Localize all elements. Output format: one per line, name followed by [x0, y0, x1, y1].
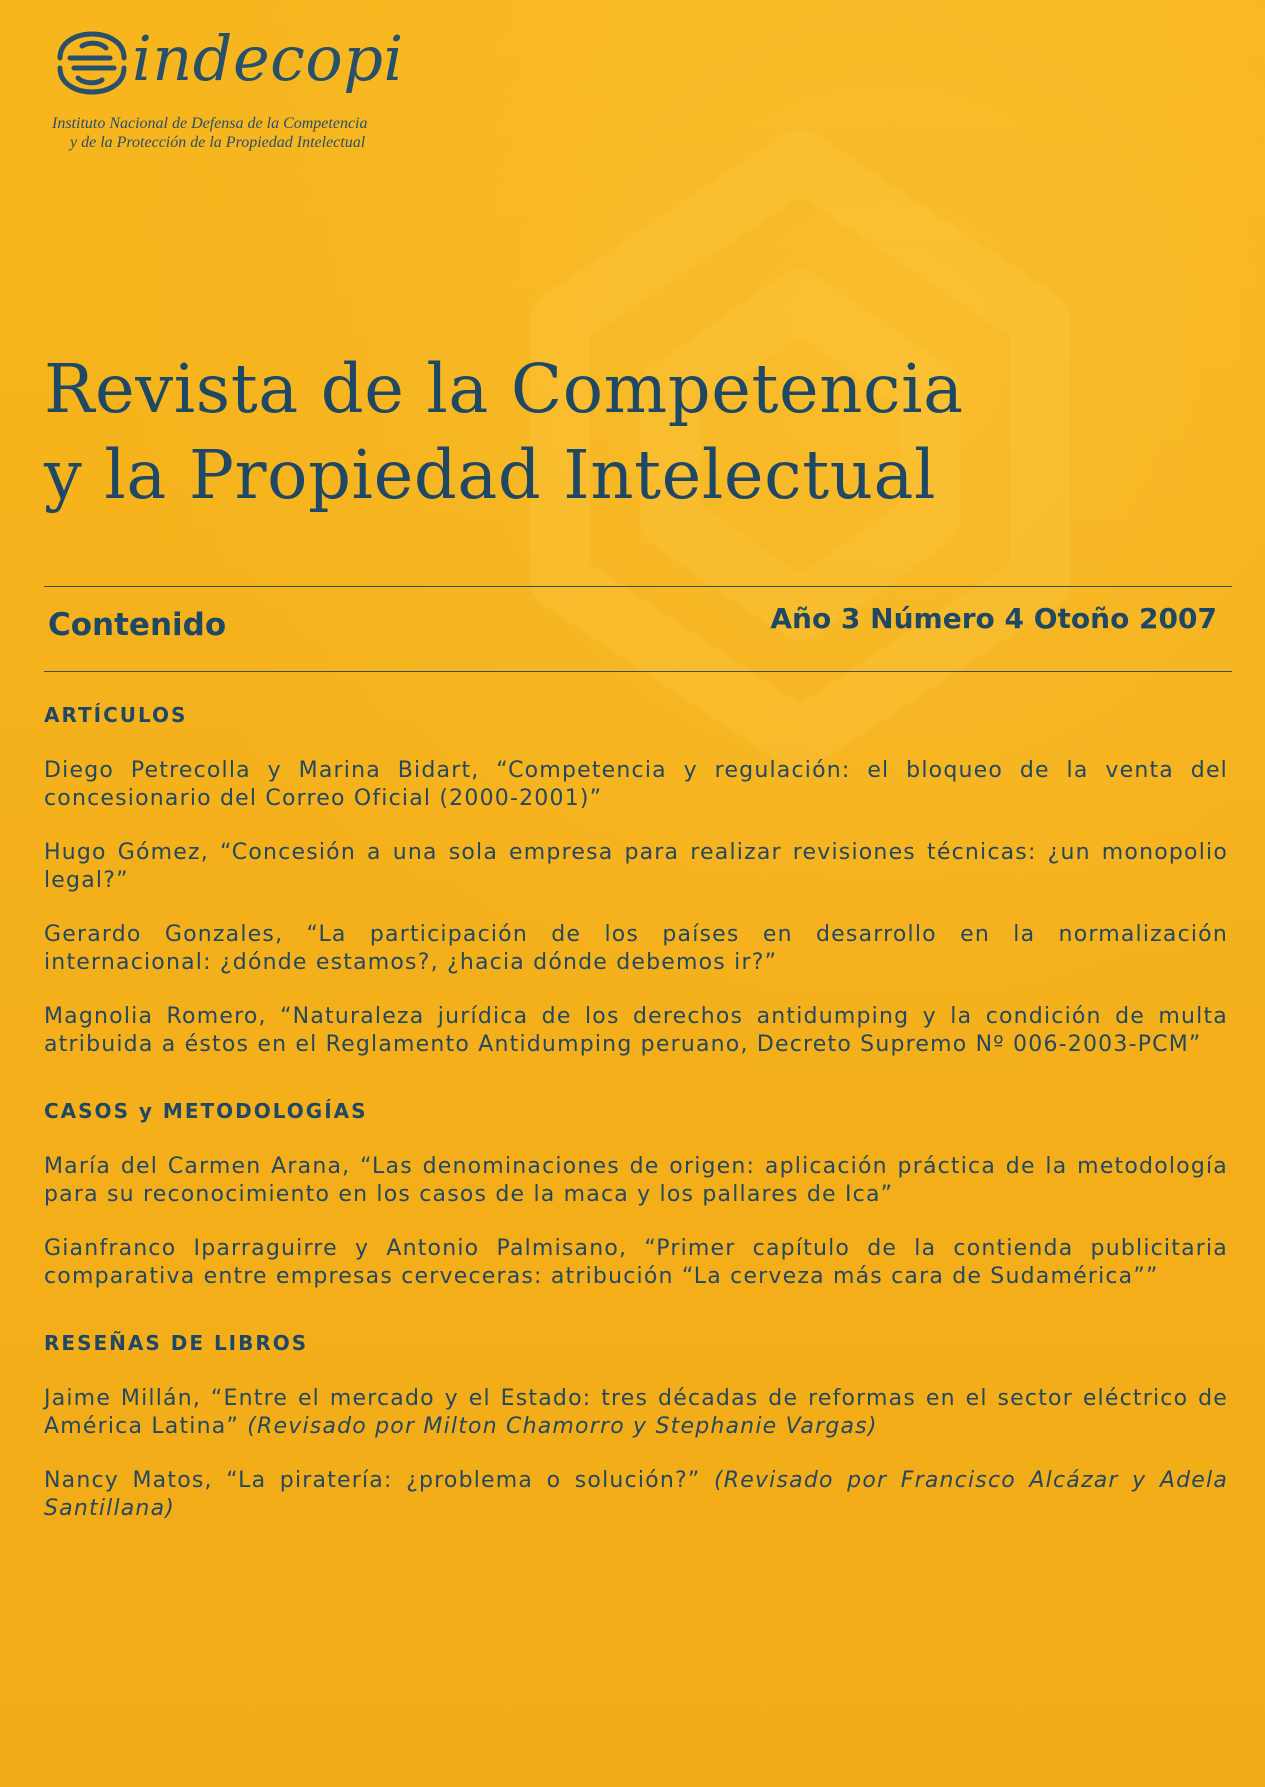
- journal-title: [44, 346, 1194, 518]
- toc-section: [44, 1331, 1228, 1523]
- logo-wordmark: indecopi: [132, 22, 404, 95]
- journal-title-line: Revista de la Competencia: [44, 350, 964, 428]
- entry-text: Gerardo Gonzales, “La participación de los países en desarrollo en la normalización internacional: ¿dónde estamos?, ¿hacia dónde debemos ir?”: [44, 922, 1228, 975]
- logo-subtitle: [52, 114, 452, 152]
- section-heading: ARTÍCULOS: [44, 703, 188, 727]
- contents-label: Contenido: [48, 607, 227, 643]
- toc-entry: [44, 1467, 1228, 1523]
- entry-text: Jaime Millán, “Entre el mercado y el Estado: tres décadas de reformas en el sector eléctrico de América Latina”: [44, 1386, 1228, 1439]
- toc-section: [44, 703, 1228, 1059]
- toc-entry: [44, 921, 1228, 977]
- indecopi-logo-icon: [52, 28, 132, 98]
- divider: [44, 671, 1232, 672]
- entry-text: Diego Petrecolla y Marina Bidart, “Competencia y regulación: el bloqueo de la venta del concesionario del Correo Oficial (2000-2001)”: [44, 758, 1228, 811]
- toc-entry: [44, 1385, 1228, 1441]
- section-heading: CASOS y METODOLOGÍAS: [44, 1099, 368, 1123]
- review-credit: (Revisado por Milton Chamorro y Stephanie Vargas): [247, 1414, 878, 1439]
- entry-text: Nancy Matos, “La piratería: ¿problema o solución?”: [44, 1468, 701, 1493]
- toc-entry: [44, 1153, 1228, 1209]
- divider: [44, 586, 1232, 587]
- toc-entry: [44, 1003, 1228, 1059]
- issue-info: Año 3 Número 4 Otoño 2007: [770, 602, 1217, 635]
- logo-subtitle-line: Instituto Nacional de Defensa de la Competencia: [52, 115, 368, 132]
- indecopi-logo: [52, 22, 432, 168]
- entry-text: Magnolia Romero, “Naturaleza jurídica de los derechos antidumping y la condición de multa atribuida a éstos en el Reglamento Antidumping peruano, Decreto Supremo Nº 006-2003-PCM”: [44, 1004, 1228, 1057]
- toc-entry: [44, 757, 1228, 813]
- journal-title-line: y la Propiedad Intelectual: [44, 436, 937, 514]
- toc-section: [44, 1099, 1228, 1291]
- toc-entry: [44, 839, 1228, 895]
- entry-text: Hugo Gómez, “Concesión a una sola empresa para realizar revisiones técnicas: ¿un monopolio legal?”: [44, 840, 1228, 893]
- section-heading: RESEÑAS DE LIBROS: [44, 1331, 309, 1355]
- review-credit: (Revisado por Francisco Alcázar y Adela Santillana): [44, 1468, 1228, 1521]
- toc-entry: [44, 1235, 1228, 1291]
- entry-text: María del Carmen Arana, “Las denominaciones de origen: aplicación práctica de la metodología para su reconocimiento en los casos de la maca y los pallares de Ica”: [44, 1154, 1228, 1207]
- entry-text: Gianfranco Iparraguirre y Antonio Palmisano, “Primer capítulo de la contienda publicitaria comparativa entre empresas cerveceras: atribución “La cerveza más cara de Sudamérica””: [44, 1236, 1228, 1289]
- table-of-contents: [44, 703, 1228, 1563]
- logo-subtitle-line: y de la Protección de la Propiedad Intelectual: [70, 134, 366, 151]
